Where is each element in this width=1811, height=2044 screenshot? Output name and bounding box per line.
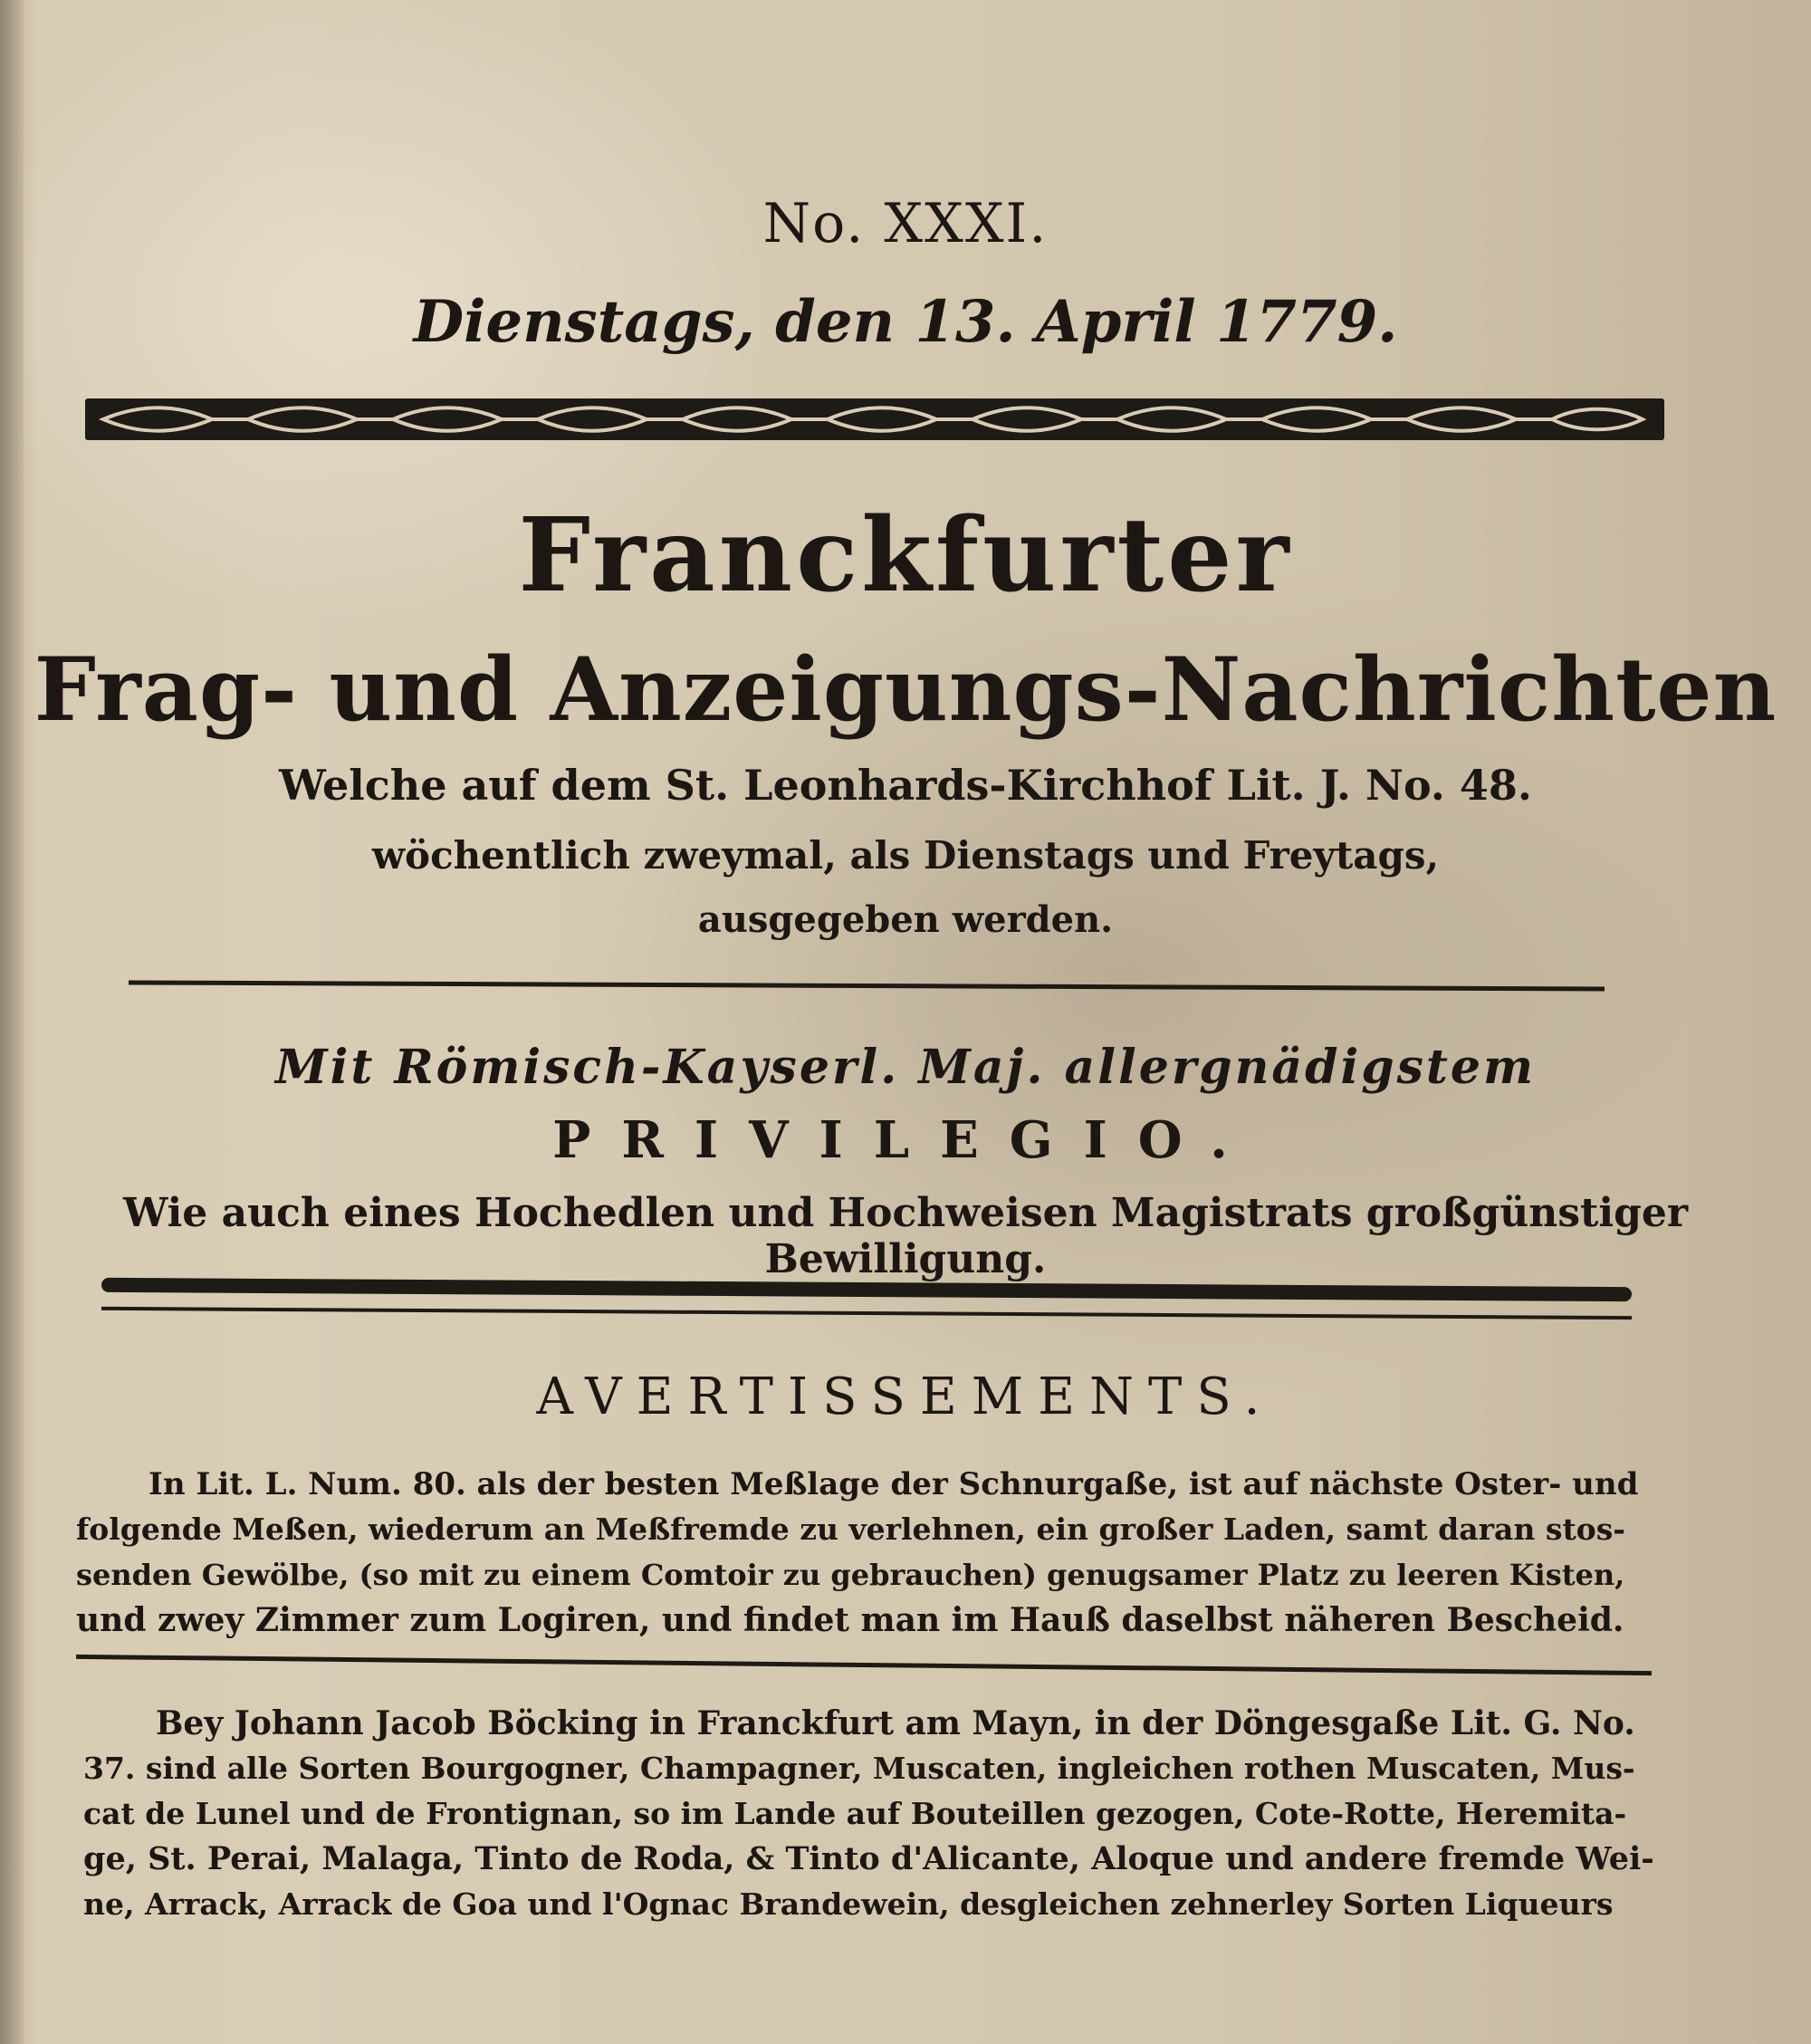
publisher-address: Welche auf dem St. Leonhards-Kirchhof Lit. J. No. 48. [279,761,1532,810]
masthead-subtitle: Frag- und Anzeigungs-Nachrichten [34,638,1777,741]
privilegio-heading: PRIVILEGIO. [552,1110,1259,1170]
publication-note: ausgegeben werden. [697,898,1114,941]
notice-line: 37. sind alle Sorten Bourgogner, Champagner, Muscaten, ingleichen rothen Muscaten, Mus- [83,1751,1635,1786]
notice-line: und zwey Zimmer zum Logiren, und findet man im Hauß daselbst näheren Bescheid. [76,1601,1624,1639]
publication-schedule: wöchentlich zweymal, als Dienstags und Freytags, [371,833,1440,878]
notice-separator [76,1655,1652,1675]
divider-rule [129,980,1605,991]
magistrate-approval-line: Wie auch eines Hochedlen und Hochweisen Magistrats großgünstiger Bewilligung. [122,1190,1689,1282]
ornamental-border [85,398,1664,440]
notice-line: ne, Arrack, Arrack de Goa und l'Ognac Brandewein, desgleichen zehnerley Sorten Liqueurs [83,1886,1614,1922]
issue-number: No. XXXI. [762,192,1049,255]
notice-line: cat de Lunel und de Frontignan, so im Lande auf Bouteillen gezogen, Cote-Rotte, Heremita- [83,1796,1627,1831]
privilege-line: Mit Römisch-Kayserl. Maj. allergnädigstem [275,1040,1536,1095]
notice-line: Bey Johann Jacob Böcking in Franckfurt am Mayn, in der Döngesgaße Lit. G. No. [156,1704,1635,1742]
section-heading: AVERTISSEMENTS. [536,1367,1275,1426]
thin-divider-rule [101,1307,1632,1319]
notice-line: In Lit. L. Num. 80. als der besten Meßlage der Schnurgaße, ist auf nächste Oster- und [149,1466,1639,1502]
chain-ornament-icon [85,398,1664,440]
masthead-title: Franckfurter [518,496,1293,615]
notice-line: folgende Meßen, wiederum an Meßfremde zu verlehnen, ein großer Laden, samt daran stos- [76,1511,1625,1547]
notice-line: senden Gewölbe, (so mit zu einem Comtoir zu gebrauchen) genugsamer Platz zu leeren Kisten, [76,1558,1625,1592]
notice-1 [76,1462,1657,1643]
issue-date: Dienstags, den 13. April 1779. [413,288,1398,356]
notice-line: ge, St. Perai, Malaga, Tinto de Roda, & Tinto d'Alicante, Aloque und andere fremde Wei- [83,1840,1654,1877]
notice-2 [83,1701,1657,1927]
